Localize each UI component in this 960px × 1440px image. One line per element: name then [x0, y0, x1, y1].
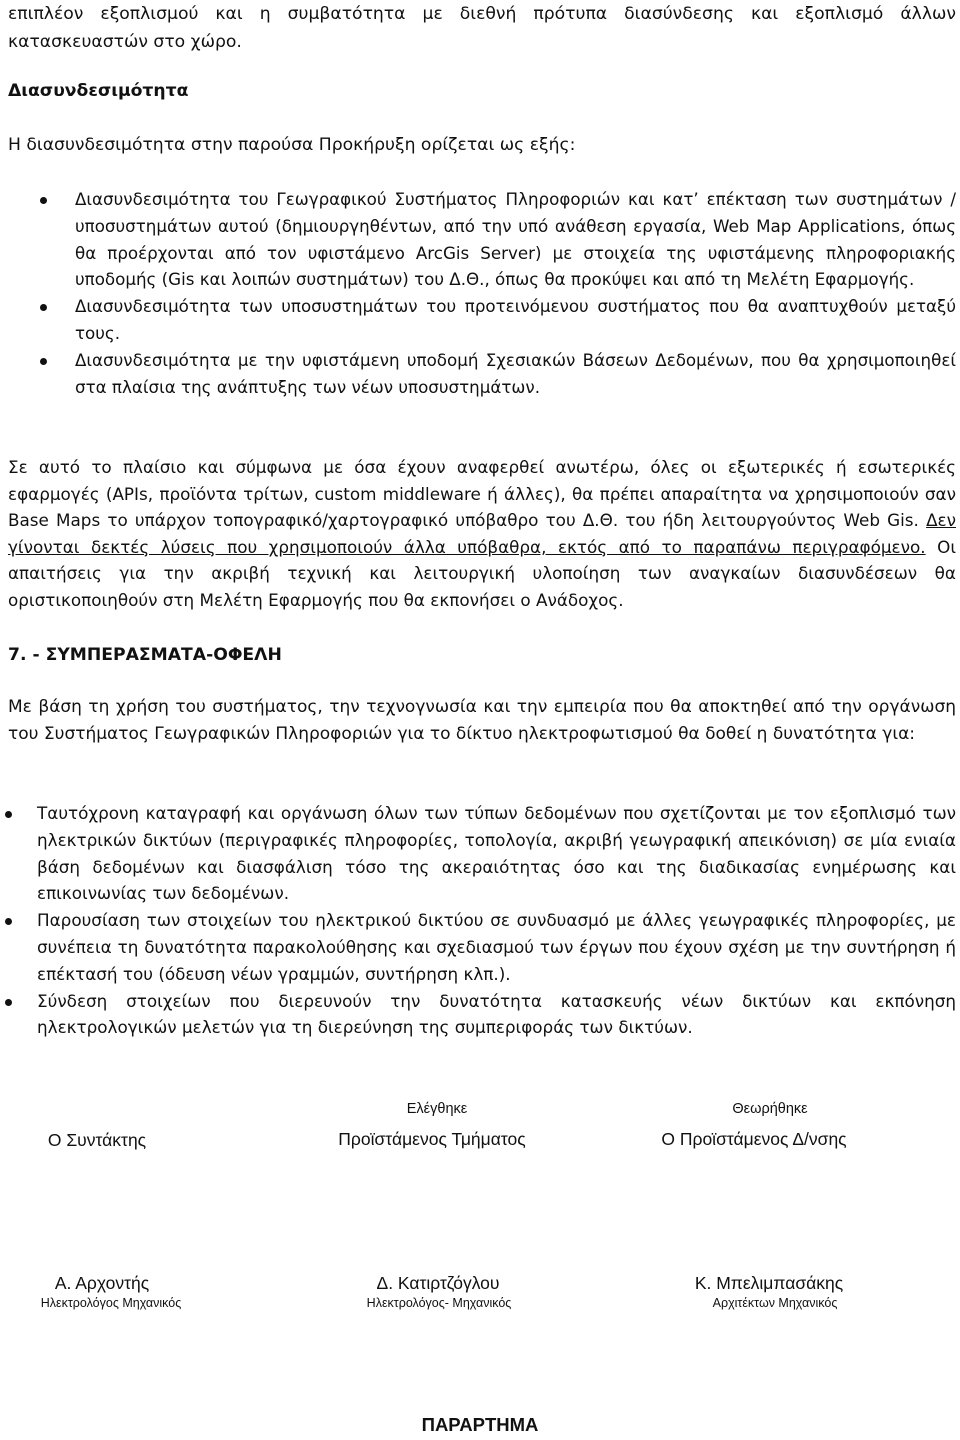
- author-title: Ηλεκτρολόγος Μηχανικός: [40, 1296, 182, 1310]
- intro-paragraph: επιπλέον εξοπλισμού και η συμβατότητα με διεθνή πρότυπα διασύνδεσης και εξοπλισμό άλλων κατασκευαστών στο χώρο.: [8, 4, 956, 52]
- list-item: [0, 293, 956, 347]
- underlined-requirement: Δεν γίνονται δεκτές λύσεις που χρησιμοποιούν άλλα υπόβαθρα, εκτός από το παραπάνω περιγραφόμενο.: [8, 510, 956, 557]
- approver-name: Κ. Μπελιμπασάκης: [694, 1273, 844, 1293]
- section-heading: 7. - ΣΥΜΠΕΡΑΣΜΑΤΑ-ΟΦΕΛΗ: [8, 645, 282, 665]
- checker-name: Δ. Κατιρτζόγλου: [376, 1273, 500, 1293]
- bullet-icon: [40, 197, 47, 204]
- conclusions-bullet-list: [0, 800, 956, 1041]
- bullet-icon: [40, 358, 47, 365]
- checker-title: Ηλεκτρολόγος- Μηχανικός: [366, 1296, 512, 1310]
- intro-text-block: [8, 0, 956, 56]
- bullet-text: Ταυτόχρονη καταγραφή και οργάνωση όλων των τύπων δεδομένων που σχετίζονται με τον εξοπλισμό των ηλεκτρικών δικτύων (περιγραφικές πληροφορίες, τοπολογία, ακριβή γεωγραφική απεικόνιση) σε μία ενιαία βάση δεδομένων και διασφάλιση τόσο της ακεραιότητας όσο και της διαδικασίας ενημέρωσης και επικοινωνίας των δεδομένων.: [37, 803, 956, 904]
- connectivity-heading: Διασυνδεσιμότητα: [8, 81, 189, 101]
- author-role: Ο Συντάκτης: [47, 1130, 147, 1150]
- bullet-icon: [40, 304, 47, 311]
- connectivity-paragraph: [8, 454, 956, 614]
- list-item: [0, 800, 956, 907]
- connectivity-bullet-list: [0, 186, 956, 400]
- approver-role: Ο Προϊστάμενος Δ/νσης: [661, 1129, 847, 1149]
- approver-title: Αρχιτέκτων Μηχανικός: [712, 1296, 838, 1310]
- conclusions-paragraph: [8, 694, 956, 748]
- list-item: [0, 988, 956, 1042]
- paragraph-text: Σε αυτό το πλαίσιο και σύμφωνα με όσα έχουν αναφερθεί ανωτέρω, όλες οι εξωτερικές ή εσωτερικές εφαρμογές (APIs, προϊόντα τρίτων, custom middleware ή άλλες), θα πρέπει απαραίτητα να χρησιμοποιούν σαν Base Maps το υπάρχον τοπογραφικό/χαρτογραφικό υπόβαθρο του Δ.Θ. του ήδη λειτουργούντος Web Gis.: [8, 457, 956, 531]
- list-item: [0, 907, 956, 987]
- appendix-heading: ΠΑΡΑΡΤΗΜΑ: [421, 1414, 539, 1435]
- author-name: Α. Αρχοντής: [54, 1273, 150, 1293]
- bullet-text: Διασυνδεσιμότητα με την υφιστάμενη υποδομή Σχεσιακών Βάσεων Δεδομένων, που θα χρησιμοποιηθεί στα πλαίσια της ανάπτυξης των νέων υποσυστημάτων.: [75, 349, 956, 397]
- list-item: [0, 186, 956, 293]
- bullet-icon: [5, 999, 12, 1006]
- bullet-icon: [5, 811, 12, 818]
- connectivity-lead: Η διασυνδεσιμότητα στην παρούσα Προκήρυξη ορίζεται ως εξής:: [8, 135, 576, 155]
- approved-label: Θεωρήθηκε: [732, 1101, 808, 1117]
- list-item: [0, 347, 956, 401]
- bullet-icon: [5, 918, 12, 925]
- checked-label: Ελέγθηκε: [406, 1101, 468, 1117]
- bullet-text: Διασυνδεσιμότητα του Γεωγραφικού Συστήματος Πληροφοριών και κατ’ επέκταση των συστημάτων / υποσυστημάτων αυτού (δημιουργηθέντων, από την υπό ανάθεση εργασία, Web Map Applications, όπως θα προέρχονται από τον υφιστάμενο ArcGis Server) με στοιχεία της υφιστάμενης πληροφοριακής υποδομής (Gis και λοιπών συστημάτων) του Δ.Θ., όπως θα προκύψει και από τη Μελέτη Εφαρμογής.: [75, 189, 956, 290]
- bullet-text: Παρουσίαση των στοιχείων του ηλεκτρικού δικτύου σε συνδυασμό με άλλες γεωγραφικές πληροφορίες, με συνέπεια τη δυνατότητα παρακολούθησης και σχεδιασμού των έργων που έχουν σχέση με την συντήρηση ή επέκτασή του (όδευση νέων γραμμών, συντήρηση κλπ.).: [37, 910, 956, 984]
- checker-role: Προϊστάμενος Τμήματος: [338, 1129, 526, 1149]
- bullet-text: Σύνδεση στοιχείων που διερευνούν την δυνατότητα κατασκευής νέων δικτύων και εκπόνηση ηλεκτρολογικών μελετών για τη διερεύνηση της συμπεριφοράς των δικτύων.: [37, 990, 956, 1038]
- paragraph-text: Με βάση τη χρήση του συστήματος, την τεχνογνωσία και την εμπειρία που θα αποκτηθεί από την οργάνωση του Συστήματος Γεωγραφικών Πληροφοριών για το δίκτυο ηλεκτροφωτισμού θα δοθεί η δυνατότητα για:: [8, 697, 956, 744]
- bullet-text: Διασυνδεσιμότητα των υποσυστημάτων του προτεινόμενου συστήματος που θα αναπτυχθούν μεταξύ τους.: [75, 296, 956, 343]
- paragraph-text: Οι απαιτήσεις για την ακριβή τεχνική και λειτουργική υλοποίηση των αναγκαίων διασυνδέσεων θα οριστικοποιηθούν στη Μελέτη Εφαρμογής που θα εκπονήσει ο Ανάδοχος.: [8, 536, 956, 610]
